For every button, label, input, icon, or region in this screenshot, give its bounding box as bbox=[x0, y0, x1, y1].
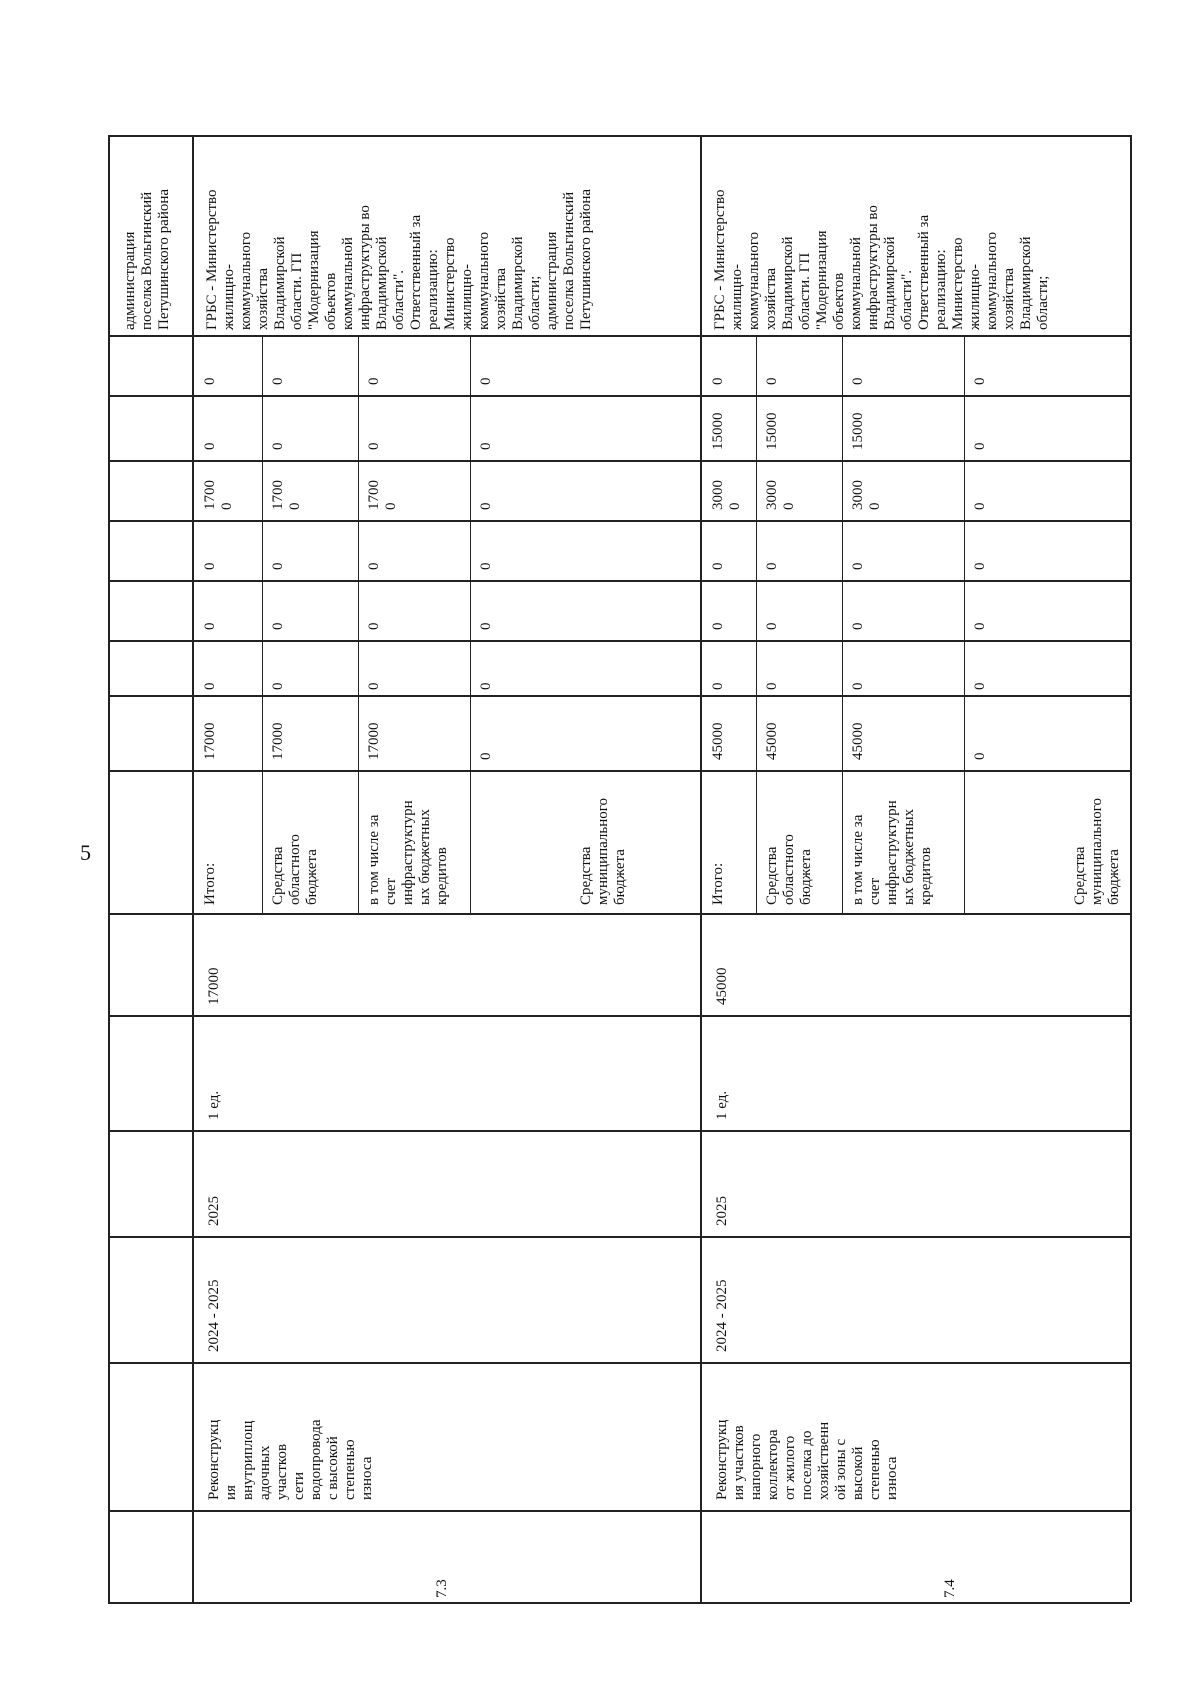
measure-name-7.4: Реконструкц ия участков напорного коллектора от жилого поселка до хозяйственн ой зоны с высокой степенью износа bbox=[714, 1419, 900, 1500]
value-7.4-2-4: 3000 0 bbox=[850, 480, 883, 510]
source-subrow-divider bbox=[964, 335, 965, 913]
page-number: 5 bbox=[80, 840, 91, 865]
value-7.4-1-4: 3000 0 bbox=[764, 480, 797, 510]
value-7.3-2-3: 0 bbox=[366, 562, 382, 570]
measure-name-7.3: Реконструкц ия внутриплощ адочных участков сети водопровода с высокой степенью износа bbox=[206, 1419, 375, 1500]
source-label-7.4-3: Средства муниципального бюджета bbox=[1072, 797, 1122, 905]
value-7.3-0-6: 0 bbox=[202, 377, 218, 385]
value-7.3-2-2: 0 bbox=[366, 622, 382, 630]
value-7.3-0-3: 0 bbox=[202, 562, 218, 570]
value-7.3-2-5: 0 bbox=[366, 442, 382, 450]
value-7.3-0-2: 0 bbox=[202, 622, 218, 630]
value-7.4-0-4: 3000 0 bbox=[710, 480, 743, 510]
source-subrow-divider bbox=[262, 335, 263, 913]
column-divider bbox=[108, 1362, 1130, 1364]
value-7.4-1-6: 0 bbox=[764, 377, 780, 385]
value-7.4-2-5: 15000 bbox=[850, 412, 866, 450]
value-7.4-3-5: 0 bbox=[972, 442, 988, 450]
value-7.3-1-4: 1700 0 bbox=[270, 480, 303, 510]
value-7.4-0-5: 15000 bbox=[710, 412, 726, 450]
value-7.3-1-1: 0 bbox=[270, 682, 286, 690]
value-7.4-2-0: 45000 bbox=[850, 722, 866, 760]
column-divider bbox=[108, 1015, 1130, 1017]
table-right-rule bbox=[1130, 135, 1132, 1602]
value-7.3-1-0: 17000 bbox=[270, 722, 286, 760]
row-number-7.3: 7.3 bbox=[434, 1579, 450, 1598]
value-7.3-0-5: 0 bbox=[202, 442, 218, 450]
value-7.4-0-1: 0 bbox=[710, 682, 726, 690]
value-7.3-3-5: 0 bbox=[478, 442, 494, 450]
value-7.3-2-4: 1700 0 bbox=[366, 480, 399, 510]
source-label-7.3-2: в том числе за счет инфраструктурн ых бюджетных кредитов bbox=[366, 800, 450, 905]
value-7.3-3-1: 0 bbox=[478, 682, 494, 690]
value-7.4-1-3: 0 bbox=[764, 562, 780, 570]
value-7.3-1-5: 0 bbox=[270, 442, 286, 450]
value-7.3-0-1: 0 bbox=[202, 682, 218, 690]
source-subrow-divider bbox=[756, 335, 757, 913]
source-label-7.4-1: Средства областного бюджета bbox=[764, 834, 814, 905]
value-7.4-1-1: 0 bbox=[764, 682, 780, 690]
year-7.3: 2025 bbox=[206, 1196, 222, 1226]
value-7.4-3-2: 0 bbox=[972, 622, 988, 630]
row-divider bbox=[192, 135, 194, 1602]
table-left-rule bbox=[108, 135, 110, 1602]
table-bottom-rule bbox=[108, 1602, 1130, 1604]
source-label-7.4-0: Итого: bbox=[710, 862, 726, 905]
unit-7.3: 1 ед. bbox=[206, 1090, 222, 1120]
value-7.4-2-2: 0 bbox=[850, 622, 866, 630]
cost-7.4: 45000 bbox=[714, 967, 730, 1005]
value-7.4-3-6: 0 bbox=[972, 377, 988, 385]
value-7.3-3-4: 0 bbox=[478, 502, 494, 510]
value-7.4-3-0: 0 bbox=[972, 752, 988, 760]
value-7.4-2-3: 0 bbox=[850, 562, 866, 570]
value-7.4-0-6: 0 bbox=[710, 377, 726, 385]
responsible-7.3: ГРБС - Министерство жилищно- коммунального хозяйства Владимирской области. ГП "Модернизация объектов коммунальной инфраструктуры во Владимирской области". Ответственный за реализацию: Министерство жилищно- коммунального хозяйства Владимирской области; администрация поселка Вольгинский Петушинского района bbox=[204, 188, 594, 330]
value-7.3-3-0: 0 bbox=[478, 752, 494, 760]
table-top-rule bbox=[108, 135, 1130, 137]
value-7.3-3-2: 0 bbox=[478, 622, 494, 630]
value-7.4-3-4: 0 bbox=[972, 502, 988, 510]
value-7.4-1-5: 15000 bbox=[764, 412, 780, 450]
source-subrow-divider bbox=[358, 335, 359, 913]
value-7.3-1-3: 0 bbox=[270, 562, 286, 570]
value-7.3-3-3: 0 bbox=[478, 562, 494, 570]
value-7.4-0-0: 45000 bbox=[710, 722, 726, 760]
value-7.3-2-0: 17000 bbox=[366, 722, 382, 760]
value-7.4-2-1: 0 bbox=[850, 682, 866, 690]
value-7.4-0-2: 0 bbox=[710, 622, 726, 630]
source-label-7.3-3: Средства муниципального бюджета bbox=[578, 797, 628, 905]
row-divider bbox=[700, 135, 702, 1602]
value-7.4-3-1: 0 bbox=[972, 682, 988, 690]
header-continuation-cell: администрация поселка Вольгинский Петушинского района bbox=[122, 188, 172, 330]
cost-7.3: 17000 bbox=[206, 967, 222, 1005]
value-7.3-2-1: 0 bbox=[366, 682, 382, 690]
value-7.3-2-6: 0 bbox=[366, 377, 382, 385]
responsible-7.4: ГРБС - Министерство жилищно- коммунального хозяйства Владимирской области. ГП "Модернизация объектов коммунальной инфраструктуры во Владимирской области". Ответственный за реализацию: Министерство жилищно- коммунального хозяйства Владимирской области; bbox=[712, 189, 1051, 330]
value-7.3-0-4: 1700 0 bbox=[202, 480, 235, 510]
column-divider bbox=[108, 1510, 1130, 1512]
year-7.4: 2025 bbox=[714, 1196, 730, 1226]
period-7.3: 2024 - 2025 bbox=[206, 1279, 222, 1352]
column-divider bbox=[108, 913, 1130, 915]
value-7.3-3-6: 0 bbox=[478, 377, 494, 385]
source-label-7.3-1: Средства областного бюджета bbox=[270, 834, 320, 905]
value-7.4-0-3: 0 bbox=[710, 562, 726, 570]
source-label-7.3-0: Итого: bbox=[202, 862, 218, 905]
value-7.3-0-0: 17000 bbox=[202, 722, 218, 760]
source-subrow-divider bbox=[842, 335, 843, 913]
column-divider bbox=[108, 1236, 1130, 1238]
unit-7.4: 1 ед. bbox=[714, 1090, 730, 1120]
value-7.3-1-6: 0 bbox=[270, 377, 286, 385]
value-7.4-2-6: 0 bbox=[850, 377, 866, 385]
value-7.4-1-0: 45000 bbox=[764, 722, 780, 760]
row-number-7.4: 7.4 bbox=[942, 1579, 958, 1598]
value-7.3-1-2: 0 bbox=[270, 622, 286, 630]
period-7.4: 2024 - 2025 bbox=[714, 1279, 730, 1352]
value-7.4-3-3: 0 bbox=[972, 562, 988, 570]
column-divider bbox=[108, 1130, 1130, 1132]
source-subrow-divider bbox=[470, 335, 471, 913]
source-label-7.4-2: в том числе за счет инфраструктурн ых бюджетных кредитов bbox=[850, 800, 934, 905]
value-7.4-1-2: 0 bbox=[764, 622, 780, 630]
